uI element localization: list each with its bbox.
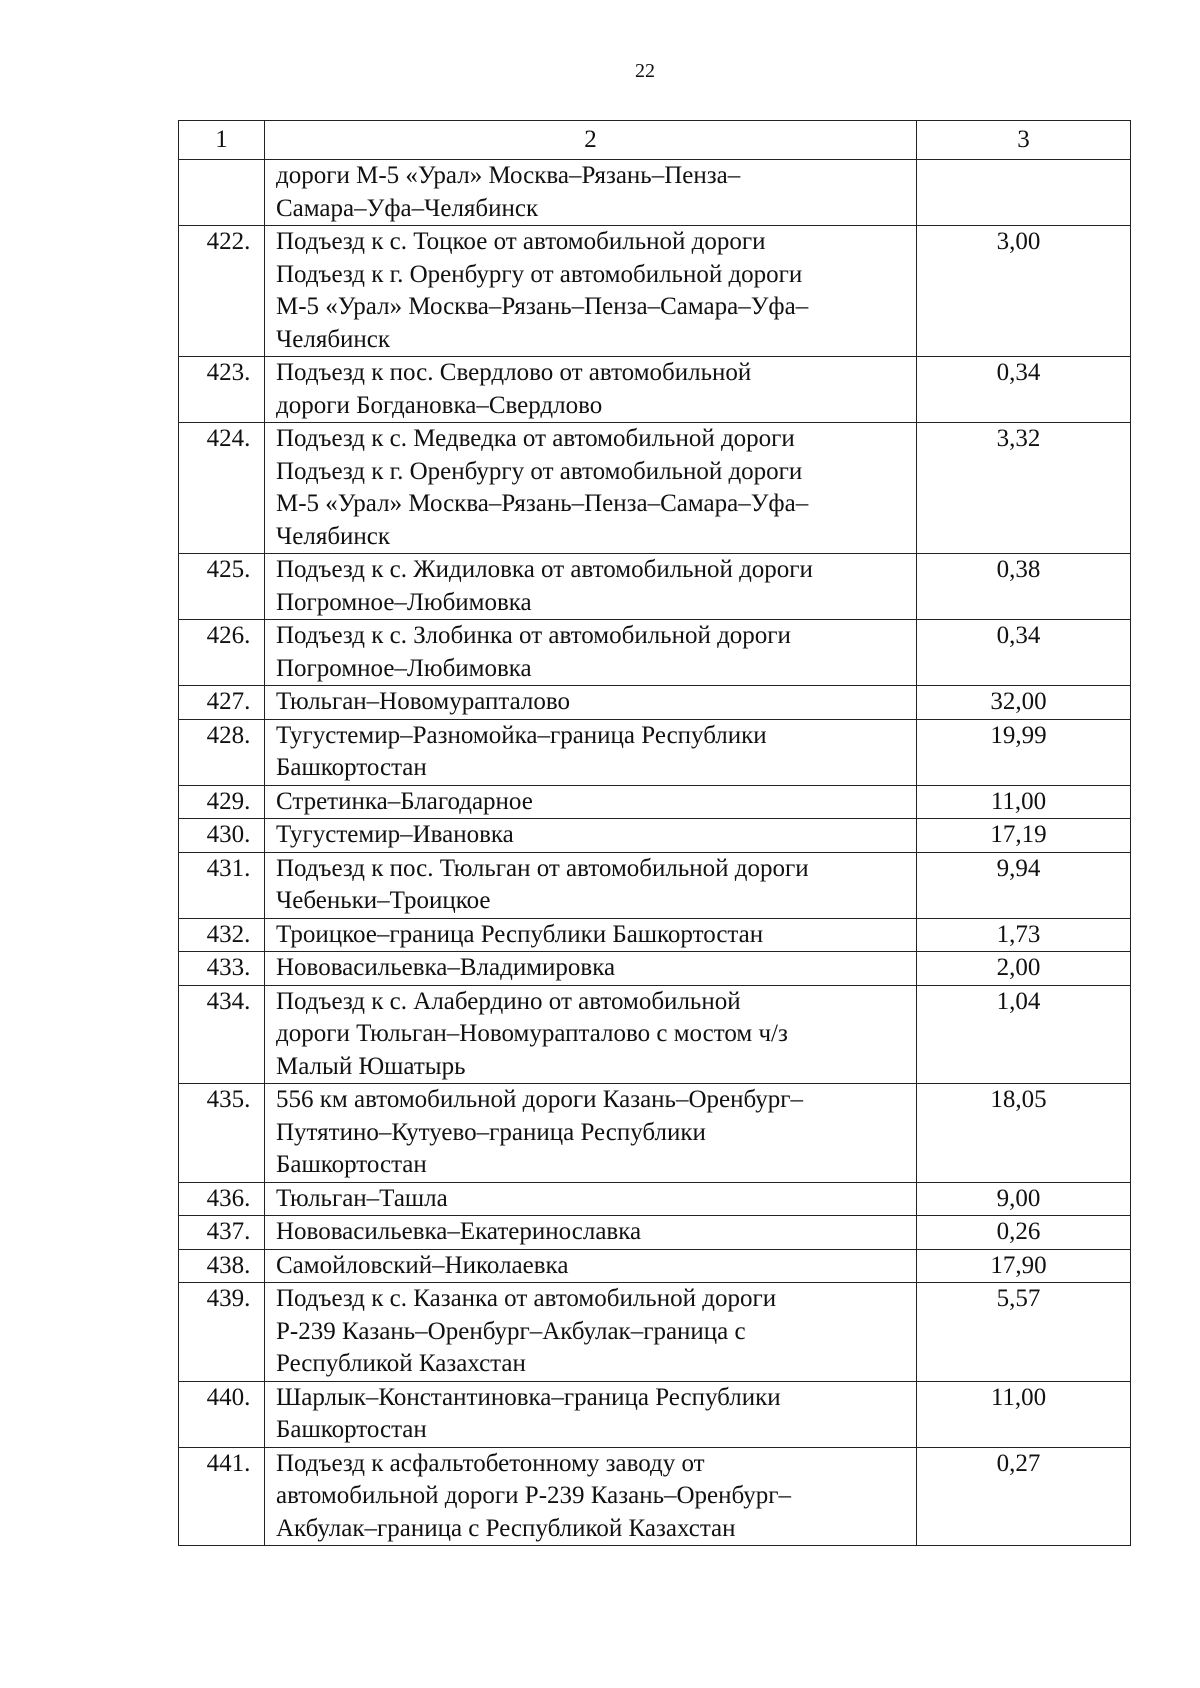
road-length: 9,00 bbox=[917, 1182, 1131, 1216]
table-row bbox=[179, 952, 1131, 986]
road-length: 9,94 bbox=[917, 852, 1131, 918]
table-header-row bbox=[179, 121, 1131, 160]
table-row bbox=[179, 719, 1131, 785]
table-row bbox=[179, 785, 1131, 819]
row-number: 436. bbox=[179, 1182, 265, 1216]
row-number bbox=[179, 160, 265, 226]
table-row bbox=[179, 1249, 1131, 1283]
table-row bbox=[179, 1182, 1131, 1216]
table-row bbox=[179, 852, 1131, 918]
road-name: Тюльган–Новомурапталово bbox=[265, 686, 917, 720]
row-number: 432. bbox=[179, 918, 265, 952]
road-name: Шарлык–Константиновка–граница Республики Башкортостан bbox=[265, 1381, 917, 1447]
road-length: 11,00 bbox=[917, 1381, 1131, 1447]
header-col-1: 1 bbox=[179, 121, 265, 160]
road-name: Подъезд к с. Жидиловка от автомобильной дороги Погромное–Любимовка bbox=[265, 554, 917, 620]
road-name: Троицкое–граница Республики Башкортостан bbox=[265, 918, 917, 952]
table-row bbox=[179, 819, 1131, 853]
road-name: Тугустемир–Ивановка bbox=[265, 819, 917, 853]
row-number: 425. bbox=[179, 554, 265, 620]
road-length: 0,34 bbox=[917, 357, 1131, 423]
table-row bbox=[179, 160, 1131, 226]
road-name: Нововасильевка–Екатеринославка bbox=[265, 1216, 917, 1250]
table-row bbox=[179, 1084, 1131, 1183]
road-name: Подъезд к с. Казанка от автомобильной дороги Р-239 Казань–Оренбург–Акбулак–граница с Республикой Казахстан bbox=[265, 1283, 917, 1382]
table-row bbox=[179, 226, 1131, 357]
row-number: 434. bbox=[179, 985, 265, 1084]
road-name: Подъезд к пос. Свердлово от автомобильной дороги Богдановка–Свердлово bbox=[265, 357, 917, 423]
table-row bbox=[179, 1216, 1131, 1250]
road-name: Самойловский–Николаевка bbox=[265, 1249, 917, 1283]
row-number: 424. bbox=[179, 423, 265, 554]
road-length: 18,05 bbox=[917, 1084, 1131, 1183]
road-length: 32,00 bbox=[917, 686, 1131, 720]
road-length: 19,99 bbox=[917, 719, 1131, 785]
table-row bbox=[179, 1447, 1131, 1546]
header-col-3: 3 bbox=[917, 121, 1131, 160]
row-number: 431. bbox=[179, 852, 265, 918]
row-number: 441. bbox=[179, 1447, 265, 1546]
table-row bbox=[179, 1283, 1131, 1382]
table-row bbox=[179, 554, 1131, 620]
row-number: 433. bbox=[179, 952, 265, 986]
road-length: 2,00 bbox=[917, 952, 1131, 986]
road-length: 0,38 bbox=[917, 554, 1131, 620]
row-number: 426. bbox=[179, 620, 265, 686]
table-row bbox=[179, 918, 1131, 952]
road-name: Подъезд к с. Тоцкое от автомобильной дороги Подъезд к г. Оренбургу от автомобильной дороги М-5 «Урал» Москва–Рязань–Пенза–Самара–Уфа– Челябинск bbox=[265, 226, 917, 357]
table-row bbox=[179, 686, 1131, 720]
road-name: дороги М-5 «Урал» Москва–Рязань–Пенза– Самара–Уфа–Челябинск bbox=[265, 160, 917, 226]
road-name: Нововасильевка–Владимировка bbox=[265, 952, 917, 986]
road-name: Тугустемир–Разномойка–граница Республики Башкортостан bbox=[265, 719, 917, 785]
table-body bbox=[179, 121, 1131, 1546]
road-name: Подъезд к асфальтобетонному заводу от автомобильной дороги Р-239 Казань–Оренбург– Акбулак–граница с Республикой Казахстан bbox=[265, 1447, 917, 1546]
road-length: 5,57 bbox=[917, 1283, 1131, 1382]
table-row bbox=[179, 423, 1131, 554]
page-number: 22 bbox=[635, 60, 655, 82]
header-col-2: 2 bbox=[265, 121, 917, 160]
row-number: 438. bbox=[179, 1249, 265, 1283]
road-length: 0,26 bbox=[917, 1216, 1131, 1250]
road-name: 556 км автомобильной дороги Казань–Оренбург– Путятино–Кутуево–граница Республики Башкортостан bbox=[265, 1084, 917, 1183]
road-length: 17,19 bbox=[917, 819, 1131, 853]
row-number: 423. bbox=[179, 357, 265, 423]
road-length: 0,27 bbox=[917, 1447, 1131, 1546]
roads-table bbox=[178, 120, 1131, 1546]
road-length: 1,04 bbox=[917, 985, 1131, 1084]
road-length bbox=[917, 160, 1131, 226]
row-number: 429. bbox=[179, 785, 265, 819]
table-row bbox=[179, 620, 1131, 686]
road-length: 11,00 bbox=[917, 785, 1131, 819]
table-row bbox=[179, 1381, 1131, 1447]
row-number: 427. bbox=[179, 686, 265, 720]
road-name: Подъезд к с. Алабердино от автомобильной дороги Тюльган–Новомурапталово с мостом ч/з Малый Юшатырь bbox=[265, 985, 917, 1084]
table-row bbox=[179, 357, 1131, 423]
row-number: 437. bbox=[179, 1216, 265, 1250]
row-number: 430. bbox=[179, 819, 265, 853]
row-number: 428. bbox=[179, 719, 265, 785]
road-name: Тюльган–Ташла bbox=[265, 1182, 917, 1216]
road-name: Подъезд к с. Злобинка от автомобильной дороги Погромное–Любимовка bbox=[265, 620, 917, 686]
row-number: 440. bbox=[179, 1381, 265, 1447]
road-name: Подъезд к пос. Тюльган от автомобильной дороги Чебеньки–Троицкое bbox=[265, 852, 917, 918]
road-length: 0,34 bbox=[917, 620, 1131, 686]
road-length: 3,32 bbox=[917, 423, 1131, 554]
road-length: 17,90 bbox=[917, 1249, 1131, 1283]
row-number: 435. bbox=[179, 1084, 265, 1183]
table-row bbox=[179, 985, 1131, 1084]
row-number: 439. bbox=[179, 1283, 265, 1382]
road-length: 1,73 bbox=[917, 918, 1131, 952]
road-length: 3,00 bbox=[917, 226, 1131, 357]
road-name: Подъезд к с. Медведка от автомобильной дороги Подъезд к г. Оренбургу от автомобильной дороги М-5 «Урал» Москва–Рязань–Пенза–Самара–Уфа– Челябинск bbox=[265, 423, 917, 554]
row-number: 422. bbox=[179, 226, 265, 357]
road-name: Стретинка–Благодарное bbox=[265, 785, 917, 819]
